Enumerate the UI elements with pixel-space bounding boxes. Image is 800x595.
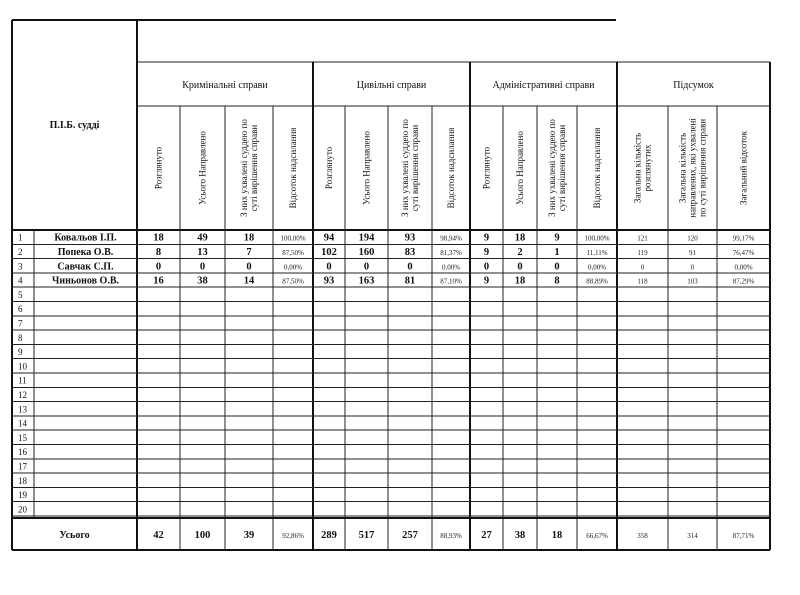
row-number: 12 [18,389,27,400]
column-header: Розглянуто [324,146,334,190]
value-cell: 13 [197,246,208,258]
column-header: Загальний відсоток [738,131,749,205]
column-header: Відсоток надсилання [446,127,456,209]
row-number: 17 [18,461,27,472]
value-cell: 9 [554,232,560,244]
column-header: З них ухвалені суддею посуті вирішення справи [547,119,567,217]
value-cell: 18 [243,232,255,244]
row-number: 2 [18,246,23,257]
total-percent-cell: 88,93% [440,532,462,540]
row-number: 9 [18,347,23,358]
value-cell: 18 [153,232,164,244]
total-value-cell: 27 [481,530,492,541]
value-cell: 0 [640,263,645,272]
column-header: Загальна кількістьнаправлених, які ухваленіпо суті вирішення справи [677,118,708,218]
percent-cell: 87,10% [440,277,462,286]
total-percent-cell: 66,67% [586,532,608,540]
judge-name: Попека О.В. [57,246,114,258]
percent-cell: 88,89% [586,277,608,286]
group-title: Підсумок [673,80,714,91]
row-number: 15 [18,432,27,443]
row-number: 7 [18,318,23,329]
percent-cell: 0,00% [283,263,303,272]
total-value-cell: 358 [637,532,648,540]
column-header: Усього Направлено [361,131,372,205]
column-header: З них ухвалені суддею посуті вирішення справи [400,119,420,217]
value-cell: 163 [358,275,375,287]
group-title: Кримінальні справи [182,80,268,91]
value-cell: 1 [554,246,560,258]
value-cell: 91 [689,248,696,257]
row-number: 1 [18,232,23,243]
value-cell: 0 [690,263,695,272]
value-cell: 18 [514,232,526,244]
row-number: 18 [18,475,27,486]
column-header: Відсоток надсилання [288,127,298,209]
value-cell: 8 [554,275,560,287]
judge-name: Ковальов І.П. [54,232,117,244]
value-cell: 2 [517,246,523,258]
percent-cell: 100,00% [280,234,306,243]
value-cell: 99,17% [732,234,755,243]
judge-name: Савчак С.П. [57,261,114,273]
row-number: 16 [18,447,27,458]
group-title: Адміністративні справи [492,80,595,91]
value-cell: 0 [517,261,523,273]
row-number: 8 [18,332,23,343]
percent-cell: 100,00% [584,234,610,243]
value-cell: 81 [404,275,416,287]
value-cell: 93 [404,232,416,244]
percent-cell: 0,00% [587,263,607,272]
value-cell: 0 [199,261,206,273]
percent-cell: 87,50% [282,277,304,286]
percent-cell: 87,50% [282,248,304,257]
column-header: З них ухвалені суддею посуті вирішення справи [239,119,259,217]
total-label: Усього [59,530,90,541]
value-cell: 120 [687,234,698,243]
value-cell: 83 [404,246,416,258]
column-header: Загальна кількістьрозглянутих [632,132,653,204]
value-cell: 94 [323,232,335,244]
value-cell: 194 [358,232,375,244]
value-cell: 9 [483,232,490,244]
percent-cell: 0,00% [441,263,461,272]
value-cell: 16 [153,275,164,287]
column-header: Розглянуто [153,146,164,190]
column-header: Усього Направлено [515,131,525,205]
total-value-cell: 517 [358,530,375,541]
row-number: 4 [18,275,23,286]
judge-name: Чиньонов О.В. [51,275,120,287]
value-cell: 0 [554,261,560,273]
total-percent-cell: 92,86% [282,532,304,540]
column-header: Усього Направлено [197,131,208,205]
total-value-cell: 42 [153,530,164,541]
row-number: 10 [18,361,27,372]
value-cell: 8 [155,246,162,258]
row-number: 11 [18,375,27,386]
group-title: Цивільні справи [356,80,427,91]
value-cell: 160 [358,246,375,258]
percent-cell: 98,94% [440,234,462,243]
value-cell: 121 [637,234,648,243]
value-cell: 93 [323,275,335,287]
value-cell: 76,47% [732,248,755,257]
column-header: Відсоток надсилання [592,127,602,209]
total-value-cell: 39 [243,530,255,541]
value-cell: 14 [243,275,255,287]
name-header: П.І.Б. судді [49,120,100,131]
row-number: 5 [18,289,23,300]
row-number: 13 [18,404,27,415]
row-number: 20 [18,504,27,515]
value-cell: 38 [197,275,208,287]
row-number: 14 [18,418,27,429]
value-cell: 9 [483,275,490,287]
value-cell: 103 [687,277,698,286]
total-value-cell: 18 [551,530,563,541]
value-cell: 0 [246,261,252,273]
value-cell: 0 [483,261,490,273]
percent-cell: 11,11% [586,248,608,257]
total-value-cell: 38 [514,530,526,541]
total-value-cell: 257 [402,530,418,541]
percent-cell: 81,37% [440,248,462,257]
value-cell: 87,29% [732,277,755,286]
value-cell: 0 [407,261,413,273]
value-cell: 7 [246,246,252,258]
value-cell: 119 [637,248,648,257]
row-number: 19 [18,490,27,501]
value-cell: 0 [326,261,332,273]
value-cell: 49 [197,232,208,244]
value-cell: 9 [483,246,490,258]
value-cell: 102 [321,246,337,258]
value-cell: 18 [514,275,526,287]
column-header: Розглянуто [481,146,492,190]
total-value-cell: 87,71% [732,532,755,540]
value-cell: 0 [363,261,370,273]
row-number: 6 [18,304,23,315]
value-cell: 0,00% [734,263,753,272]
total-value-cell: 314 [687,532,698,540]
value-cell: 118 [637,277,648,286]
total-value-cell: 289 [321,530,337,541]
total-value-cell: 100 [194,530,211,541]
value-cell: 0 [155,261,162,273]
row-number: 3 [18,261,23,272]
